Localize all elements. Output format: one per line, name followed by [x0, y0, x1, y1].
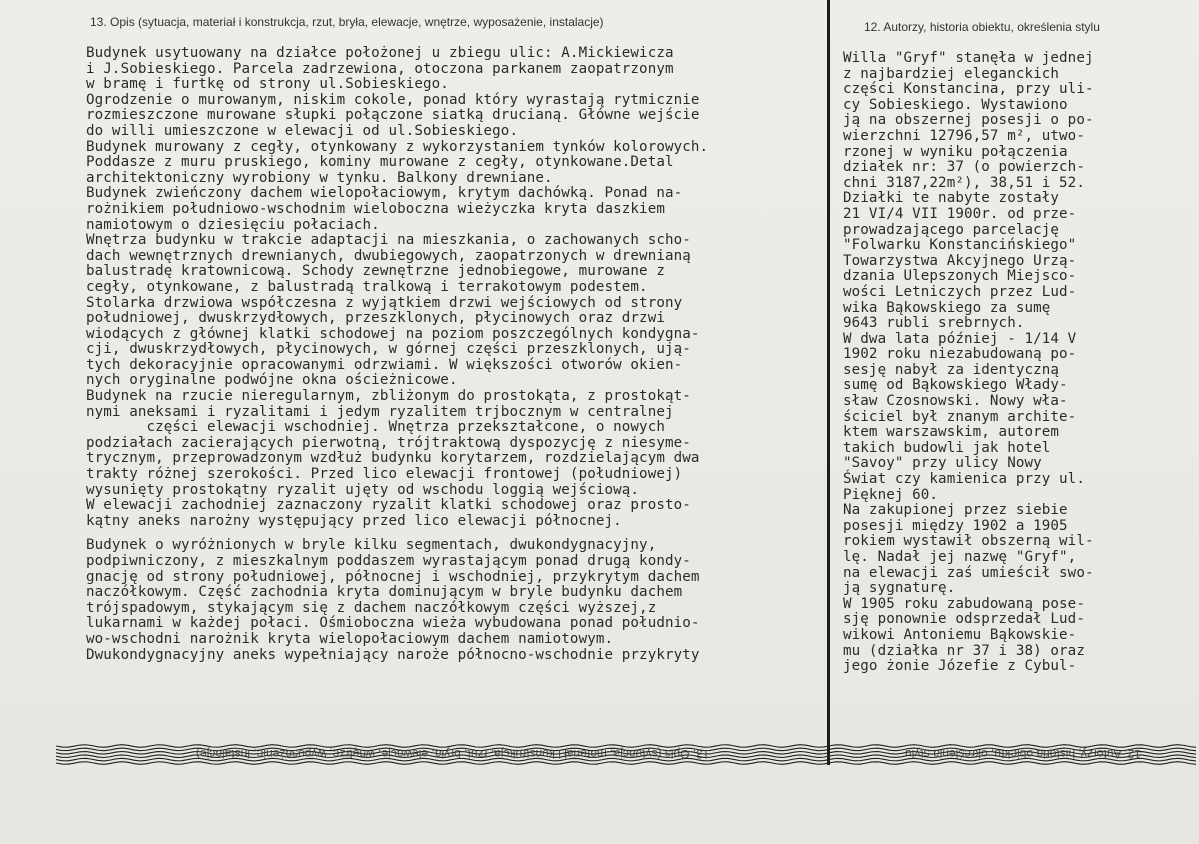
text-line: ściciel był znanym archite-	[843, 408, 1077, 425]
text-line: W 1905 roku zabudowaną pose-	[843, 595, 1085, 612]
text-line: wika Bąkowskiego za sumę	[843, 299, 1051, 316]
text-line: rozmieszczone murowane słupki połączone siatką drucianą. Główne wejście	[86, 107, 700, 124]
text-line: części Konstancina, przy uli-	[843, 81, 1094, 98]
text-line: wikowi Antoniemu Bąkowskie-	[843, 626, 1077, 643]
description-column	[86, 46, 816, 663]
mirrored-section-13-heading: 13. Opis (sytuacja, materiał i konstrukcja, rzut, bryła, elewacje, wnętrze, wyposażenie, instalacje)	[196, 747, 710, 761]
text-line: Towarzystwa Akcyjnego Urzą-	[843, 252, 1077, 269]
text-line: Pięknej 60.	[843, 486, 939, 503]
text-line: dach wewnętrznych drewnianych, dwubiegowych, zaopatrzonych w drewnianą	[86, 247, 691, 264]
text-line: namiotowym o dziesięciu połaciach.	[86, 216, 380, 233]
section-13-heading: 13. Opis (sytuacja, materiał i konstrukcja, rzut, bryła, elewacje, wnętrze, wyposażenie, instalacje)	[90, 15, 604, 29]
text-line: cegły, otynkowane, z balustradą tralkową i terrakotowym podestem.	[86, 278, 648, 295]
text-line: gnację od strony południowej, północnej i wschodniej, przykrytym dachem	[86, 568, 700, 585]
text-line: tych dekoracyjnie opracowanymi odrzwiami. W większości otworów okien-	[86, 356, 683, 373]
text-line: cy Sobieskiego. Wystawiono	[843, 96, 1068, 113]
text-line: Budynek o wyróżnionych w bryle kilku segmentach, dwukondygnacyjny,	[86, 537, 657, 554]
text-line: lukarnami w każdej połaci. Ośmioboczna wieża wybudowana ponad południo-	[86, 615, 700, 632]
text-line: lę. Nadał jej nazwę "Gryf",	[843, 549, 1077, 565]
text-line: Budynek murowany z cegły, otynkowany z wykorzystaniem tynków kolorowych.	[86, 138, 709, 155]
text-line: Ogrodzenie o murowanym, niskim cokole, ponad który wyrastają rytmicznie	[86, 91, 700, 108]
text-line: części elewacji wschodniej. Wnętrza przekształcone, o nowych	[86, 419, 665, 436]
text-line: sław Czosnowski. Nowy wła-	[843, 393, 1068, 410]
text-line: nych oryginalne podwójne okna ościeżnicowe.	[86, 372, 458, 389]
mirrored-section-12-heading: 12. Autorzy, historia obiektu, określenia stylu	[905, 747, 1141, 761]
text-line: sję ponownie odsprzedał Lud-	[843, 611, 1085, 628]
wave-line	[56, 762, 1196, 765]
section-12-heading: 12. Autorzy, historia obiektu, określenia stylu	[864, 20, 1100, 34]
text-line: "Savoy" przy ulicy Nowy	[843, 455, 1042, 472]
text-line: trycznym, przeprowadzonym wzdłuż budynku korytarzem, rozdzielającym dwa	[86, 450, 700, 467]
text-line: architektoniczny wyrobiony w tynku. Balkony drewniane.	[86, 169, 553, 186]
text-line: południowej, dwuskrzydłowych, przeszklonych, płycinowych oraz drzwi	[86, 310, 665, 327]
text-line: Dwukondygnacyjny aneks wypełniający naroże północno-wschodnie przykryty	[86, 646, 700, 663]
text-line: do willi umieszczone w elewacji od ul.Sobieskiego.	[86, 122, 519, 139]
text-line: rokiem wystawił obszerną wil-	[843, 533, 1094, 550]
text-line: chni 3187,22m²), 38,51 i 52.	[843, 174, 1085, 191]
text-line: podziałach zacierających pierwotną, trójtraktową dyspozycję z niesyme-	[86, 434, 691, 451]
text-line: wysunięty prostokątny ryzalit ujęty od wschodu loggią wejściową.	[86, 481, 640, 498]
text-line: takich budowli jak hotel	[843, 439, 1051, 456]
text-line: Wnętrza budynku w trakcie adaptacji na mieszkania, o zachowanych scho-	[86, 232, 691, 249]
text-line: 9643 rubli srebrnych.	[843, 315, 1025, 332]
text-line: trójspadowym, stykającym się z dachem naczółkowym części wyższej,z	[86, 599, 657, 616]
text-line: Budynek na rzucie nieregularnym, zbliżonym do prostokąta, z prostokąt-	[86, 388, 691, 405]
text-line: Willa "Gryf" stanęła w jednej	[843, 50, 1094, 66]
text-line: Świat czy kamienica przy ul.	[843, 471, 1085, 488]
text-line: naczółkowym. Część zachodnia kryta dominującym w bryle budynku dachem	[86, 584, 683, 601]
text-line: Stolarka drzwiowa współczesna z wyjątkiem drzwi wejściowych od strony	[86, 294, 683, 311]
text-line: "Folwarku Konstancińskiego"	[843, 237, 1077, 254]
text-line: mu (działka nr 37 i 38) oraz	[843, 642, 1085, 659]
text-line: działek nr: 37 (o powierzch-	[843, 159, 1085, 176]
text-line: sumę od Bąkowskiego Włady-	[843, 377, 1068, 394]
text-line: wo-wschodni narożnik kryta wielopołaciowym dachem namiotowym.	[86, 630, 614, 647]
text-line: trakty różnej szerokości. Przed lico elewacji frontowej (południowej)	[86, 466, 683, 483]
text-line: W elewacji zachodniej zaznaczony ryzalit klatki schodowej oraz prosto-	[86, 497, 691, 514]
text-line: wości Letniczych przez Lud-	[843, 283, 1077, 300]
text-line: Na zakupionej przez siebie	[843, 502, 1068, 519]
text-line: rożnikiem południowo-wschodnim wieloboczna wieżyczka kryta daszkiem	[86, 200, 665, 217]
column-divider	[827, 0, 830, 765]
text-line: W dwa lata później - 1/14 V	[843, 330, 1077, 347]
text-line: ktem warszawskim, autorem	[843, 424, 1060, 441]
text-line: dzania Ulepszonych Miejsco-	[843, 268, 1077, 285]
text-line: Budynek usytuowany na działce położonej u zbiegu ulic: A.Mickiewicza	[86, 45, 674, 61]
text-line: Budynek zwieńczony dachem wielopołaciowym, krytym dachówką. Ponad na-	[86, 185, 683, 202]
text-line: 1902 roku niezabudowaną po-	[843, 346, 1077, 363]
text-line: posesji między 1902 a 1905	[843, 517, 1068, 534]
text-line: podpiwniczony, z mieszkalnym poddaszem wyrastającym ponad drugą kondy-	[86, 553, 691, 569]
text-line: rzonej w wyniku połączenia	[843, 143, 1068, 160]
text-line: Działki te nabyte zostały	[843, 190, 1060, 207]
text-line: prowadzającego parcelację	[843, 221, 1060, 238]
text-line: cji, dwuskrzydłowych, płycinowych, w górnej części przeszklonych, ują-	[86, 341, 691, 358]
text-line: kątny aneks narożny występujący przed lico elewacji północnej.	[86, 512, 622, 529]
text-line: wierzchni 12796,57 m², utwo-	[843, 127, 1085, 144]
text-line: z najbardziej eleganckich	[843, 65, 1060, 82]
text-line: i J.Sobieskiego. Parcela zadrzewiona, otoczona parkanem zaopatrzonym	[86, 60, 674, 77]
text-line: balustradę kratownicową. Schody zewnętrzne jednobiegowe, murowane z	[86, 263, 665, 280]
text-line: 21 VI/4 VII 1900r. od prze-	[843, 205, 1077, 222]
text-line: na elewacji zaś umieścił swo-	[843, 564, 1094, 581]
text-line: wiodących z głównej klatki schodowej na poziom poszczególnych kondygna-	[86, 325, 700, 342]
text-line: nymi aneksami i ryzalitami i jedym ryzalitem trjbocznym w centralnej	[86, 403, 674, 420]
text-line: ją na obszernej posesji o po-	[843, 112, 1094, 129]
page-header	[0, 0, 1199, 40]
text-line: Poddasze z muru pruskiego, kominy murowane z cegły, otynkowane.Detal	[86, 154, 674, 171]
text-line: sesję nabył za identyczną	[843, 361, 1060, 378]
text-line: jego żonie Józefie z Cybul-	[843, 658, 1077, 675]
history-column	[843, 51, 1163, 675]
text-line: w bramę i furtkę od strony ul.Sobieskiego.	[86, 76, 449, 93]
text-line: ją sygnaturę.	[843, 580, 956, 597]
